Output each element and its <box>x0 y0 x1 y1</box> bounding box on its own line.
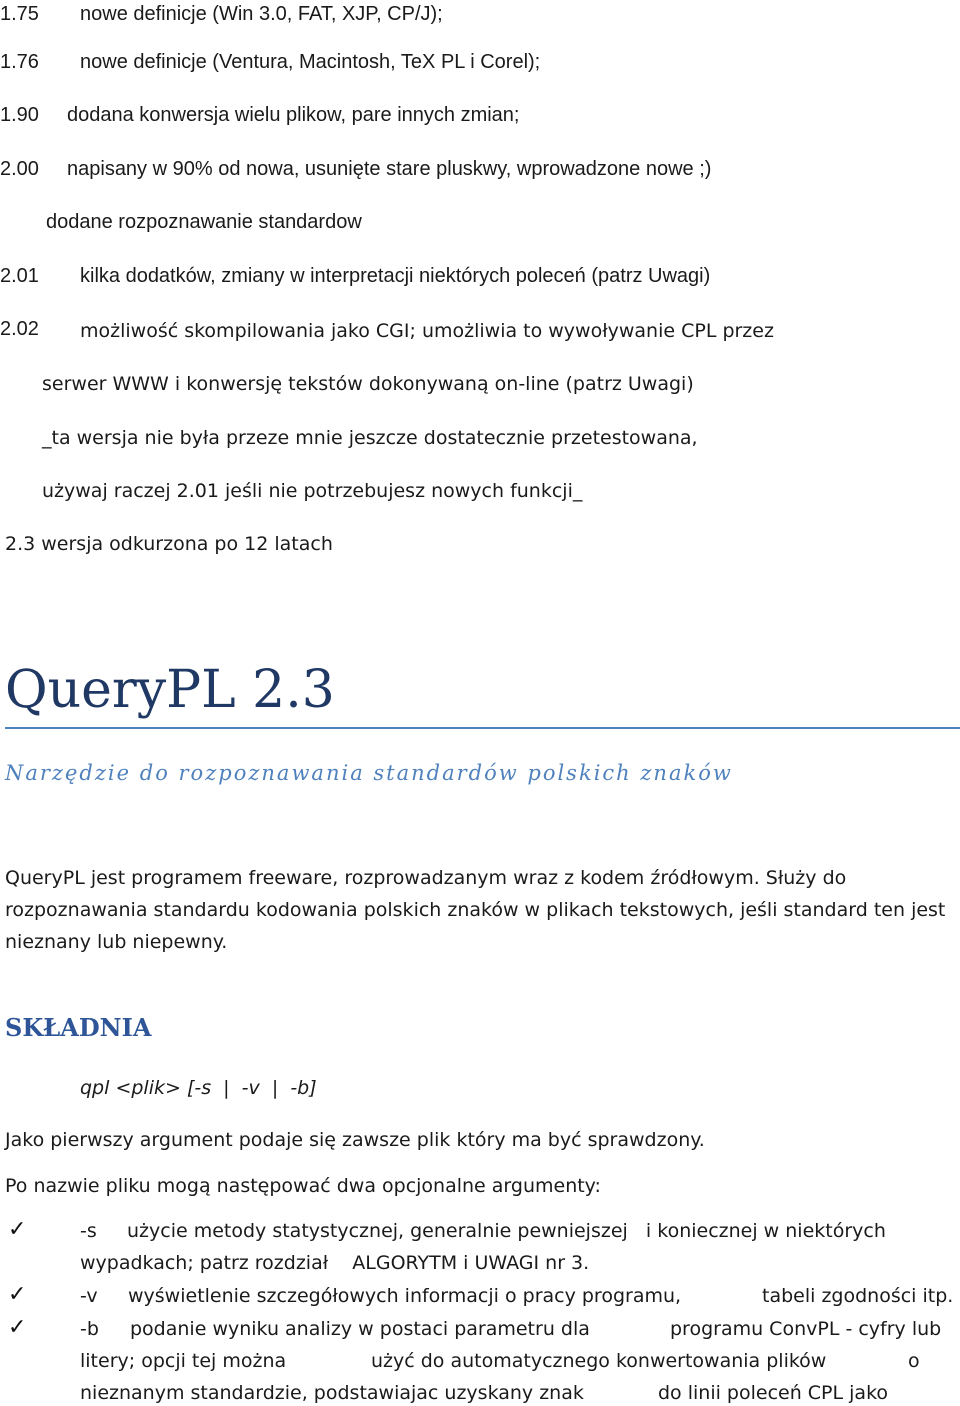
option-flag: -s <box>80 1220 97 1242</box>
history-version: 1.75 <box>0 3 39 25</box>
option-description: o <box>908 1350 920 1372</box>
option-flag: -b <box>80 1318 99 1340</box>
option-description: litery; opcji tej można <box>80 1350 287 1372</box>
history-text: możliwość skompilowania jako CGI; umożliwia to wywoływanie CPL przez <box>80 320 774 342</box>
section-heading-syntax: SKŁADNIA <box>5 1013 152 1042</box>
history-text: nowe definicje (Win 3.0, FAT, XJP, CP/J); <box>80 3 443 25</box>
history-version: 2.02 <box>0 318 39 340</box>
option-description: tabeli zgodności itp. <box>762 1285 954 1307</box>
history-version: 2.00 <box>0 158 39 180</box>
title-underline <box>5 727 960 729</box>
paragraph-first-argument: Jako pierwszy argument podaje się zawsze plik który ma być sprawdzony. <box>5 1129 705 1151</box>
history-version: 2.01 <box>0 265 39 287</box>
history-text: nowe definicje (Ventura, Macintosh, TeX PL i Corel); <box>80 51 541 73</box>
option-description: użycie metody statystycznej, generalnie pewniejszej i koniecznej w niektórych <box>127 1220 886 1242</box>
intro-paragraph: QueryPL jest programem freeware, rozprowadzanym wraz z kodem źródłowym. Służy do rozpoznawania standardu kodowania polskich znaków w plikach tekstowych, jeśli standard ten jest nieznany lub niepewny. <box>5 867 946 953</box>
history-version: 1.76 <box>0 51 39 73</box>
syntax-line: qpl <plik> [-s | -v | -b] <box>80 1077 317 1099</box>
paragraph-optional-arguments: Po nazwie pliku mogą następować dwa opcjonalne argumenty: <box>5 1175 601 1197</box>
history-text: dodana konwersja wielu plikow, pare innych zmian; <box>67 104 520 126</box>
checkmark-icon: ✓ <box>8 1282 27 1307</box>
option-description: do linii poleceń CPL jako <box>658 1382 889 1404</box>
history-text: używaj raczej 2.01 jeśli nie potrzebujesz nowych funkcji_ <box>42 480 583 502</box>
option-description: użyć do automatycznego konwertowania plików <box>371 1350 827 1372</box>
checkmark-icon: ✓ <box>8 1315 27 1340</box>
history-text: 2.3 wersja odkurzona po 12 latach <box>5 533 333 555</box>
option-description: nieznanym standardzie, podstawiajac uzyskany znak <box>80 1382 584 1404</box>
history-version: 1.90 <box>0 104 39 126</box>
history-text: _ta wersja nie była przeze mnie jeszcze dostatecznie przetestowana, <box>42 427 698 449</box>
page-title: QueryPL 2.3 <box>5 660 335 720</box>
history-text: serwer WWW i konwersję tekstów dokonywaną on-line (patrz Uwagi) <box>42 373 694 395</box>
option-description: podanie wyniku analizy w postaci parametru dla <box>130 1318 590 1340</box>
option-description: wypadkach; patrz rozdział ALGORYTM i UWAGI nr 3. <box>80 1252 590 1274</box>
option-description: programu ConvPL - cyfry lub <box>670 1318 942 1340</box>
option-description: wyświetlenie szczegółowych informacji o pracy programu, <box>128 1285 682 1307</box>
history-text: kilka dodatków, zmiany w interpretacji niektórych poleceń (patrz Uwagi) <box>80 265 711 287</box>
checkmark-icon: ✓ <box>8 1217 27 1242</box>
page-subtitle: Narzędzie do rozpoznawania standardów polskich znaków <box>5 761 733 785</box>
history-text: dodane rozpoznawanie standardow <box>46 211 362 233</box>
option-flag: -v <box>80 1285 98 1307</box>
history-text: napisany w 90% od nowa, usunięte stare pluskwy, wprowadzone nowe ;) <box>67 158 712 180</box>
